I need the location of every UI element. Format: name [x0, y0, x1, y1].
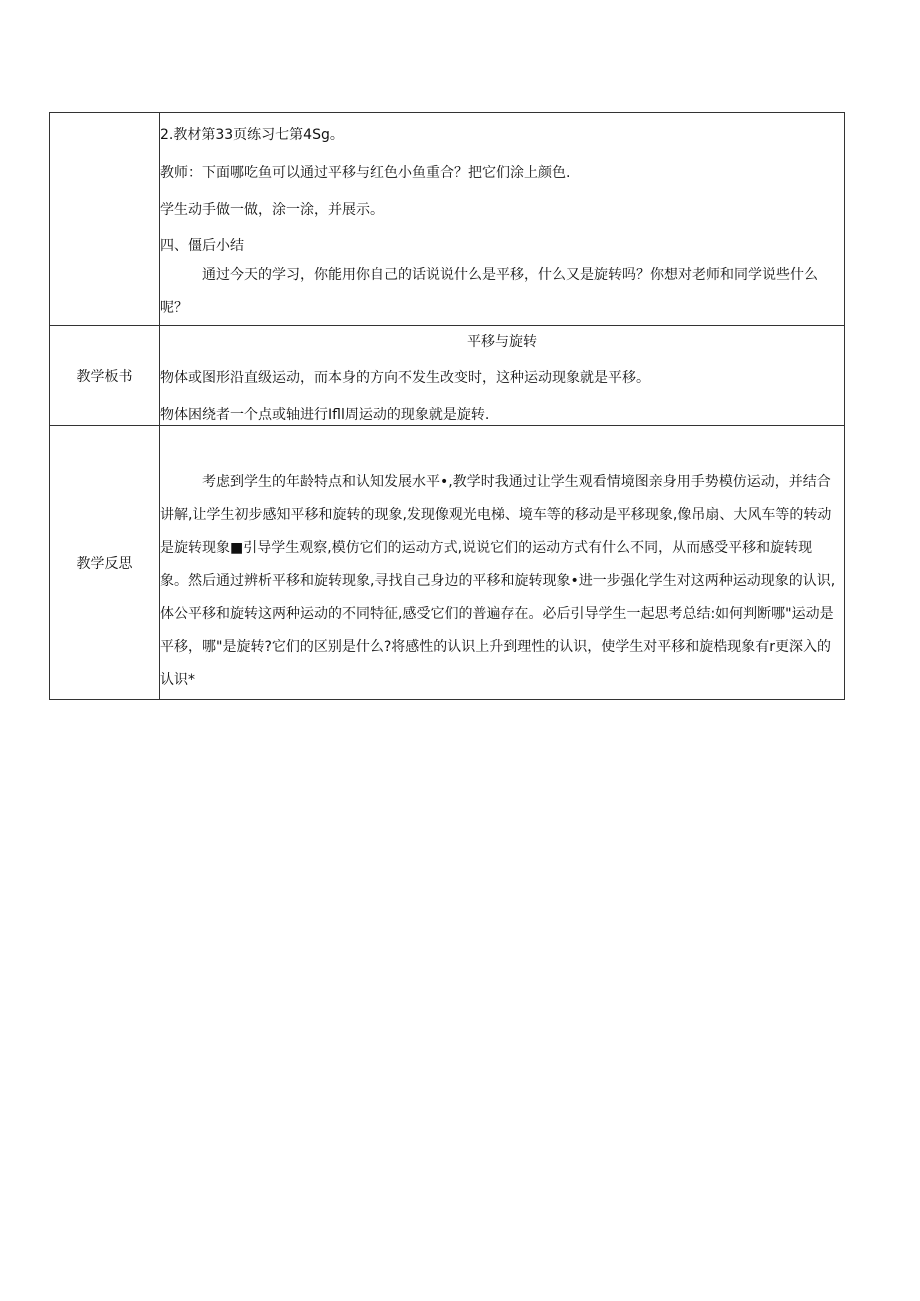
summary-paragraph: 通过今天的学习，你能用你自己的话说说什么是平移，什么又是旋转吗？你想对老师和同学说些什么呢？ — [160, 267, 818, 316]
activity-row — [50, 113, 845, 326]
reflection-label: 教学反思 — [76, 555, 133, 572]
reflection-label-cell — [50, 426, 160, 700]
board-translation-definition: 物体或图形沿直级运动，而本身的方向不发生改变时，这种运动现象就是平移。 — [160, 370, 650, 386]
exercise-line: 2.教材第33页练习七第4Sg。 — [160, 127, 344, 143]
reflection-paragraph: 考虑到学生的年龄特点和认知发展水平•,教学时我通过让学生观看情境图亲身用手势模仿运动，并结合讲解,让学生初步感知平移和旋转的现象,发现像观光电梯、境车等的移动是平移现象,像吊扇、大风车等的转动是旋转现象■引导学生观察,模仿它们的运动方式,说说它们的运动方式有什么不同，从而感受平移和旋转现象。然后通过辨析平移和旋转现象,寻找自己身边的平移和旋转现象•进一步强化学生对这两种运动现象的认识,体公平移和旋转这两种运动的不同特征,感受它们的普遍存在。必后引导学生一起思考总结:如何判断哪"运动是平移，哪"是旋转?它们的区别是什么?将感性的认识上升到理性的认识，使学生对平移和旋梏现象有r更深入的认识* — [160, 474, 836, 688]
board-content-cell — [160, 326, 845, 426]
section-heading: 四、僵后小结 — [160, 238, 244, 254]
board-row — [50, 326, 845, 426]
teacher-prompt-line: 教师：下面哪吃鱼可以通过平移与红色小鱼重合？把它们涂上颜色. — [160, 165, 571, 181]
activity-label-cell — [50, 113, 160, 326]
board-label-cell — [50, 326, 160, 426]
lesson-plan-table — [49, 112, 845, 700]
reflection-row — [50, 426, 845, 700]
board-rotation-definition: 物体困绕者一个点或轴进行Ifll周运动的现象就是旋转. — [160, 407, 490, 423]
reflection-content-cell — [160, 426, 845, 700]
activity-content-cell — [160, 113, 845, 326]
board-title: 平移与旋转 — [467, 334, 537, 350]
student-activity-line: 学生动手做一做，涂一涂，并展示。 — [160, 202, 384, 218]
board-label: 教学板书 — [76, 368, 133, 385]
